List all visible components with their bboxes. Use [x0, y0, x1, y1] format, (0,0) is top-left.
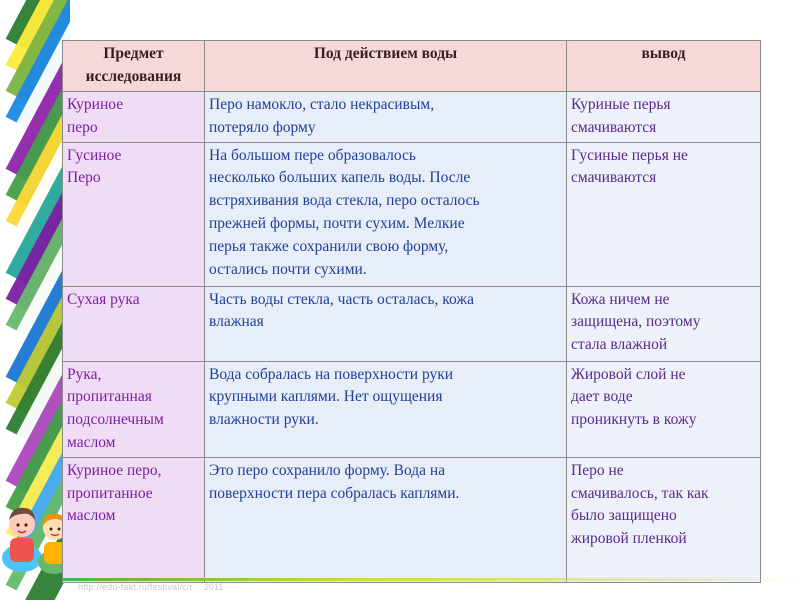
cell-subject: Куриное перо, пропитанное маслом	[63, 457, 205, 582]
header-water-action: Под действием воды	[205, 41, 567, 92]
footer-year: 2011	[204, 582, 224, 592]
cell-action: Это перо сохранило форму. Вода на поверхности пера собралась каплями.	[205, 457, 567, 582]
cell-conclusion: Кожа ничем не защищена, поэтому стала влажной	[567, 286, 761, 361]
cell-action: Перо намокло, стало некрасивым, потеряло форму	[205, 92, 567, 143]
footer-url: http://edu-fakt.ru/festival/c/r	[78, 582, 193, 592]
cell-conclusion: Перо не смачивалось, так как было защищено жировой пленкой	[567, 457, 761, 582]
cell-subject: Гусиное Перо	[63, 142, 205, 286]
cell-action: На большом пере образовалось несколько больших капель воды. После встряхивания вода стекла, перо осталось прежней формы, почти сухим. Мелкие перья также сохранили свою форму, остались почти сухими.	[205, 142, 567, 286]
cell-conclusion: Гусиные перья не смачиваются	[567, 142, 761, 286]
cell-action: Часть воды стекла, часть осталась, кожа влажная	[205, 286, 567, 361]
research-table-container	[62, 40, 760, 583]
bottom-divider	[62, 578, 800, 581]
research-table	[62, 40, 761, 583]
header-subject: Предмет исследования	[63, 41, 205, 92]
cell-subject: Сухая рука	[63, 286, 205, 361]
table-row	[63, 286, 761, 361]
cell-conclusion: Жировой слой не дает воде проникнуть в кожу	[567, 361, 761, 457]
cell-subject: Куриное перо	[63, 92, 205, 143]
table-row	[63, 361, 761, 457]
cell-subject: Рука, пропитанная подсолнечным маслом	[63, 361, 205, 457]
table-header-row	[63, 41, 761, 92]
table-row	[63, 92, 761, 143]
cell-conclusion: Куриные перья смачиваются	[567, 92, 761, 143]
header-conclusion: вывод	[567, 41, 761, 92]
cell-action: Вода собралась на поверхности руки крупными каплями. Нет ощущения влажности руки.	[205, 361, 567, 457]
table-row	[63, 142, 761, 286]
table-row	[63, 457, 761, 582]
